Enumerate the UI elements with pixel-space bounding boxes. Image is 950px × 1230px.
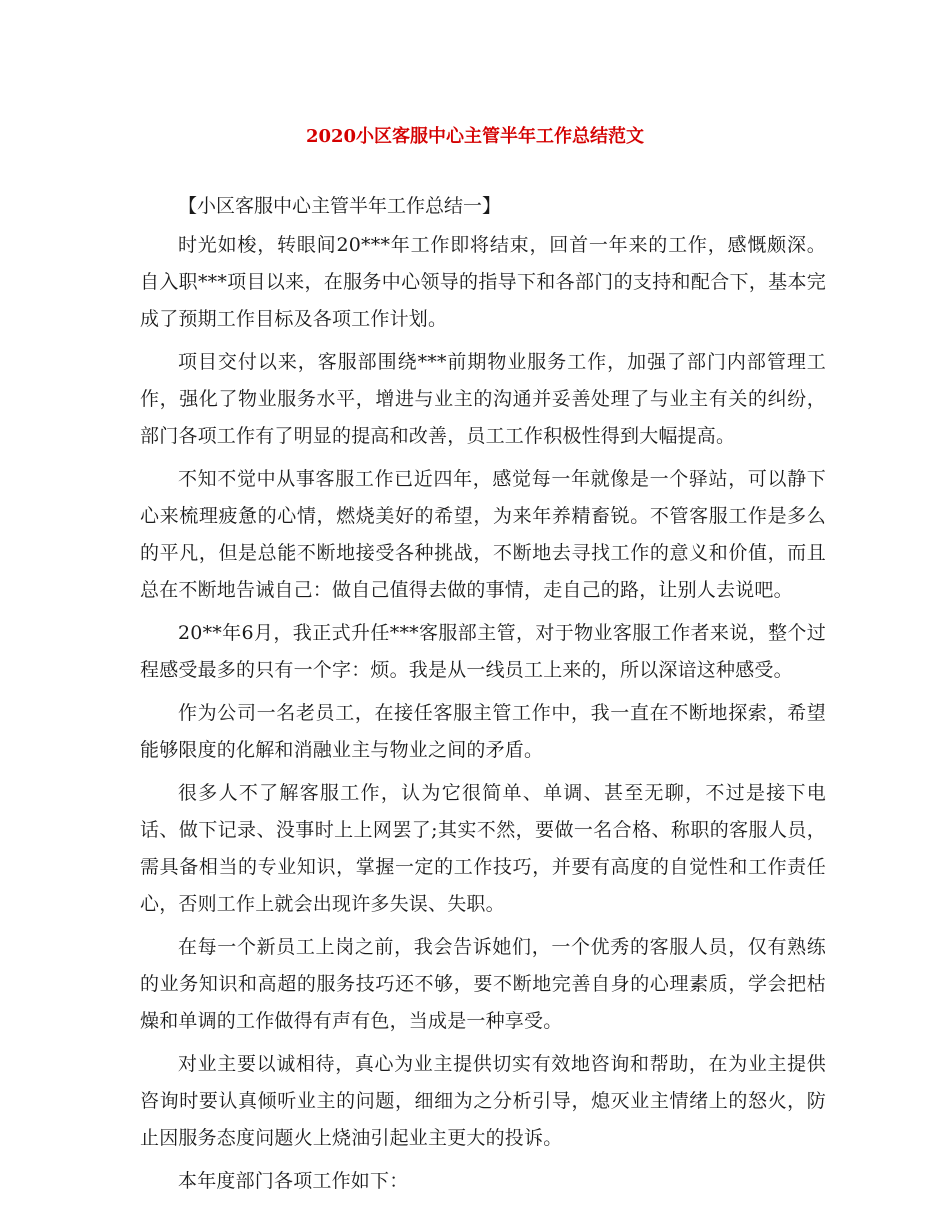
section-heading: 【小区客服中心主管半年工作总结一】 bbox=[178, 195, 502, 217]
paragraph-1: 时光如梭，转眼间20***年工作即将结束，回首一年来的工作，感慨颇深。自入职***项目以来，在服务中心领导的指导下和各部门的支持和配合下，基本完成了预期工作目标及各项工作计划。 bbox=[140, 234, 826, 330]
document-title: 2020小区客服中心主管半年工作总结范文 bbox=[305, 126, 645, 147]
document-body bbox=[140, 190, 826, 1206]
paragraph-9: 本年度部门各项工作如下： bbox=[178, 1170, 409, 1192]
paragraph-4: 20**年6月，我正式升任***客服部主管，对于物业客服工作者来说，整个过程感受最多的只有一个字：烦。我是从一线员工上来的，所以深谙这种感受。 bbox=[140, 622, 826, 681]
paragraph-5: 作为公司一名老员工，在接任客服主管工作中，我一直在不断地探索，希望能够限度的化解和消融业主与物业之间的矛盾。 bbox=[140, 702, 826, 761]
paragraph-3: 不知不觉中从事客服工作已近四年，感觉每一年就像是一个驿站，可以静下心来梳理疲惫的心情，燃烧美好的希望，为来年养精畜锐。不管客服工作是多么的平凡，但是总能不断地接受各种挑战，不断地去寻找工作的意义和价值，而且总在不断地告诫自己：做自己值得去做的事情，走自己的路，让别人去说吧。 bbox=[140, 468, 826, 601]
paragraph-6: 很多人不了解客服工作，认为它很简单、单调、甚至无聊，不过是接下电话、做下记录、没事时上上网罢了;其实不然，要做一名合格、称职的客服人员，需具备相当的专业知识，掌握一定的工作技巧，并要有高度的自觉性和工作责任心，否则工作上就会出现许多失误、失职。 bbox=[140, 782, 826, 915]
paragraph-8: 对业主要以诚相待，真心为业主提供切实有效地咨询和帮助，在为业主提供咨询时要认真倾听业主的问题，细细为之分析引导，熄灭业主情绪上的怒火，防止因服务态度问题火上烧油引起业主更大的投诉。 bbox=[140, 1053, 826, 1149]
paragraph-2: 项目交付以来，客服部围绕***前期物业服务工作，加强了部门内部管理工作，强化了物业服务水平，增进与业主的沟通并妥善处理了与业主有关的纠纷，部门各项工作有了明显的提高和改善，员工工作积极性得到大幅提高。 bbox=[140, 351, 826, 447]
paragraph-7: 在每一个新员工上岗之前，我会告诉她们，一个优秀的客服人员，仅有熟练的业务知识和高超的服务技巧还不够，要不断地完善自身的心理素质，学会把枯燥和单调的工作做得有声有色，当成是一种享受。 bbox=[140, 936, 826, 1032]
